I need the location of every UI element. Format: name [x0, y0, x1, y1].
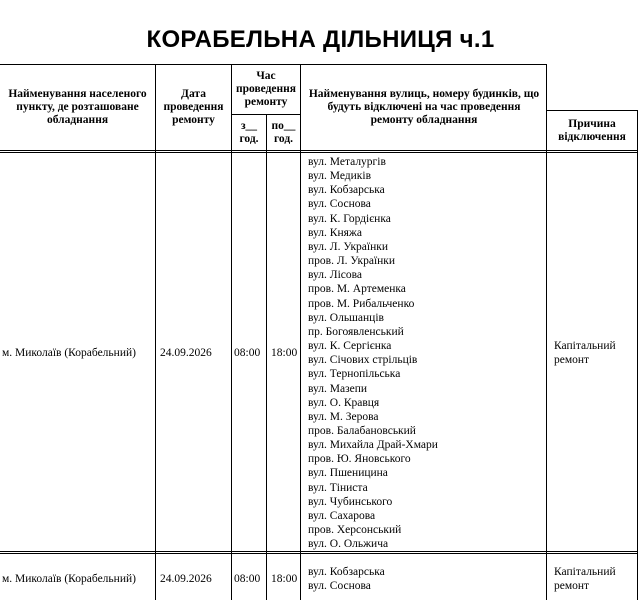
page-title: КОРАБЕЛЬНА ДІЛЬНИЦЯ ч.1 [146, 26, 495, 53]
row1-reason: Капітальний ремонт [554, 340, 616, 366]
street-item: вул. Сахарова [308, 509, 376, 522]
street-item: вул. Лісова [308, 269, 363, 282]
street-item: вул. Кобзарська [308, 184, 385, 197]
header-reason: Причина відключення [558, 117, 626, 143]
header-settlement: Найменування населеного пункту, де розташоване обладнання [8, 87, 147, 126]
street-item: вул. О. Кравця [308, 396, 380, 409]
street-item: пров. Балабановський [308, 424, 416, 437]
row2-time-from: 08:00 [234, 573, 261, 585]
row2-date: 24.09.2026 [160, 573, 212, 585]
street-item: вул. Ольшанців [308, 311, 384, 324]
street-item: вул. Чубинського [308, 495, 393, 508]
header-time-to: по__ год. [271, 119, 296, 145]
street-item: пров. Ю. Яновського [308, 453, 411, 466]
street-item: вул. Тернопільська [308, 368, 401, 381]
street-item: вул. М. Зерова [308, 410, 379, 423]
street-item: вул. Л. Українки [308, 240, 388, 253]
row1-time-to: 18:00 [271, 347, 298, 359]
street-item: вул. О. Ольжича [308, 538, 389, 551]
header-time-from: з__ год. [239, 119, 259, 145]
row1-settlement: м. Миколаїв (Корабельний) [2, 347, 136, 359]
street-item: вул. Кобзарська [308, 566, 385, 578]
street-item: вул. Металургів [308, 156, 386, 168]
street-item: вул. Січових стрільців [308, 354, 418, 367]
street-item: вул. Михайла Драй-Хмари [308, 439, 438, 452]
street-item: вул. Соснова [308, 198, 371, 211]
row2-reason: Капітальний ремонт [554, 566, 616, 592]
header-date: Дата проведення ремонту [163, 87, 224, 126]
street-item: вул. Медиків [308, 170, 372, 183]
street-item: вул. Княжа [308, 226, 362, 239]
street-item: вул. К. Гордієнка [308, 212, 391, 225]
row2-settlement: м. Миколаїв (Корабельний) [2, 573, 136, 585]
street-item: вул. К. Сергієнка [308, 340, 392, 353]
row1-date: 24.09.2026 [160, 347, 212, 359]
street-item: вул. Соснова [308, 580, 371, 593]
street-item: пр. Богоявленський [308, 325, 404, 338]
street-item: пров. Л. Українки [308, 255, 396, 268]
header-streets: Найменування вулиць, номеру будинків, що будуть відключені на час проведення ремонту обладнання [308, 87, 540, 126]
header-time: Час проведення ремонту [235, 69, 297, 108]
street-item: пров. М. Рибальченко [308, 297, 415, 310]
street-item: пров. Херсонський [308, 524, 402, 537]
street-item: вул. Пшеницина [308, 467, 388, 480]
street-item: вул. Мазепи [308, 382, 368, 395]
street-item: пров. М. Артеменка [308, 283, 406, 296]
row2-time-to: 18:00 [271, 573, 298, 585]
street-item: вул. Тiниста [308, 481, 368, 494]
row1-streets-list [308, 155, 438, 551]
row2-streets-list [308, 565, 385, 593]
row1-time-from: 08:00 [234, 347, 261, 359]
